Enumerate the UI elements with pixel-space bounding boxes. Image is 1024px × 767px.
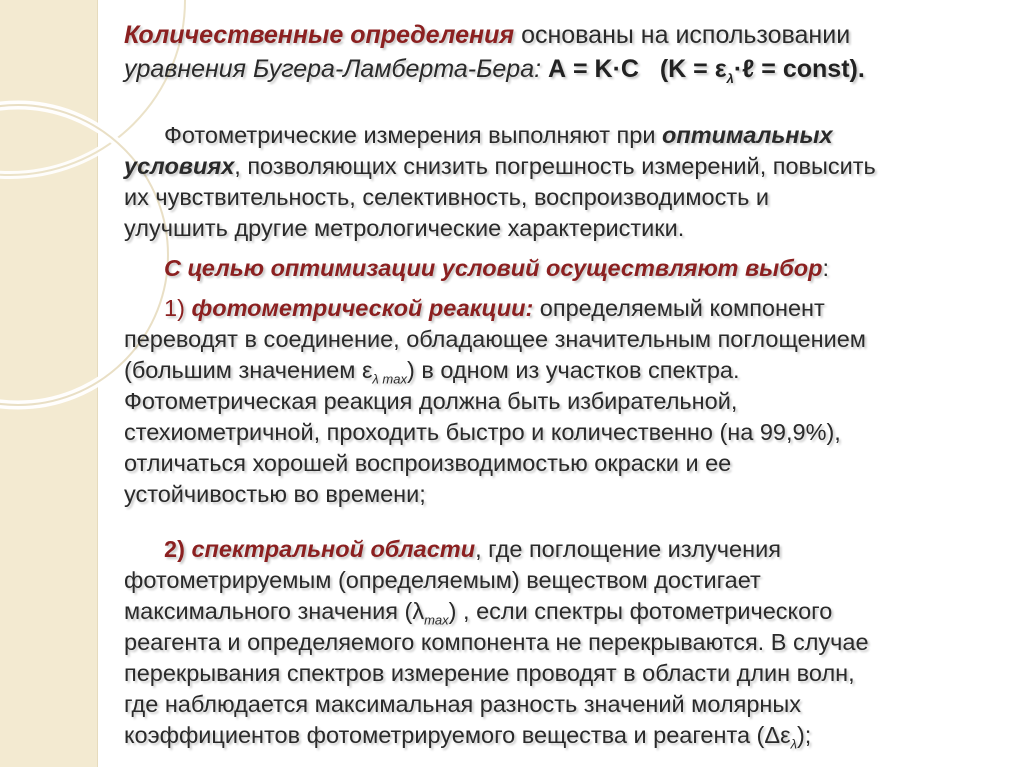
p1-line-2: условиях, позволяющих снизить погрешность измерений, повысить	[124, 153, 876, 179]
section-heading: С целью оптимизации условий осуществляют выбор:	[164, 255, 830, 281]
item1-line-5: стехиометричной, проходить быстро и количественно (на 99,9%),	[124, 419, 841, 445]
item1-line-4: Фотометрическая реакция должна быть избирательной,	[124, 388, 738, 414]
item2-line-3: максимального значения $(\lambda_{max})$ , если спектры фотометрического	[124, 598, 833, 628]
quantitative-term: Количественные определения	[124, 21, 515, 49]
optimal-term: оптимальных	[662, 122, 833, 148]
p1-line-4: улучшить другие метрологические характеристики.	[124, 215, 685, 241]
item2-line-5: перекрывания спектров измерение проводят в области длин волн,	[124, 660, 855, 686]
left-decor-panel	[0, 0, 97, 767]
item2-line-2: фотометрируемым (определяемым) веществом достигает	[124, 567, 761, 593]
item1-line-2: переводят в соединение, обладающее значительным поглощением	[124, 326, 866, 352]
item2-line-1: 2) спектральной области, где поглощение излучения	[164, 536, 781, 562]
intro-line-2: уравнения Бугера-Ламберта-Бера: А = K·C ($K = \varepsilon_\lambda\cdot\ell$ = const).	[124, 55, 865, 86]
intro-line-1: Количественные определения основаны на использовании	[124, 21, 851, 49]
formula-condition: ($K = \varepsilon_\lambda\cdot\ell$ = const).	[659, 55, 865, 86]
slide-content	[124, 8, 1004, 763]
p1-line-3: их чувствительность, селективность, воспроизводимость и	[124, 184, 770, 210]
spectral-region-term: спектральной области	[191, 536, 476, 562]
item1-line-7: устойчивостью во времени;	[124, 481, 426, 507]
item2-line-6: где наблюдается максимальная разность значений молярных	[124, 691, 802, 717]
item1-line-3: (большим значением $\varepsilon_{\lambda max}$) в одном из участков спектра.	[124, 357, 740, 387]
photometric-reaction-term: фотометрической реакции:	[191, 295, 534, 321]
p1-line-1: Фотометрические измерения выполняют при оптимальных	[164, 122, 833, 148]
item2-line-7: коэффициентов фотометрируемого вещества и реагента $(\Delta\varepsilon_\lambda)$;	[124, 722, 812, 752]
item1-line-6: отличаться хорошей воспроизводимостью окраски и ее	[124, 450, 732, 476]
item2-line-4: реагента и определяемого компонента не перекрываются. В случае	[124, 629, 869, 655]
item1-line-1: 1) фотометрической реакции: определяемый компонент	[164, 295, 825, 321]
left-panel-divider	[97, 0, 98, 767]
beer-law-formula: А = K·C	[548, 55, 639, 83]
